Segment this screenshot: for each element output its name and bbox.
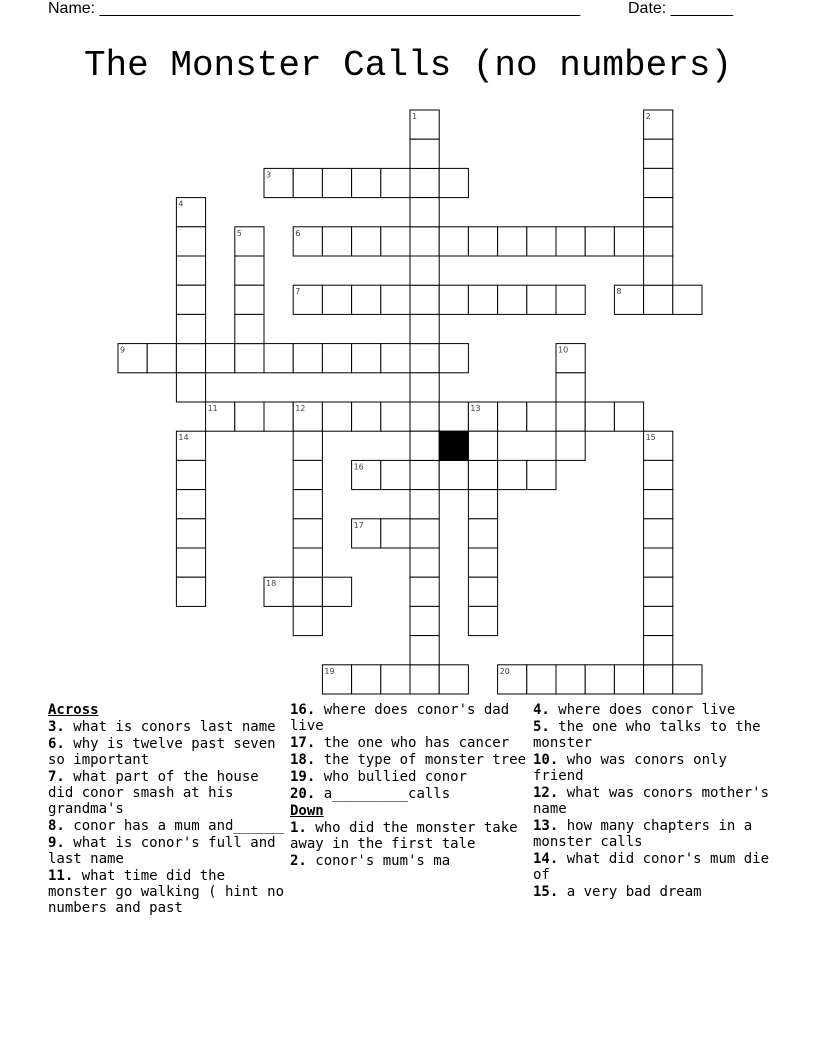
grid-cell[interactable] [410, 285, 439, 314]
grid-cell[interactable] [322, 577, 351, 606]
grid-cell[interactable] [410, 548, 439, 577]
grid-cell[interactable] [293, 168, 322, 197]
grid-cell[interactable] [410, 256, 439, 285]
clue-number-label: 15 [645, 433, 656, 443]
across-clue [290, 702, 528, 734]
clue-text: how many chapters in a monster calls [533, 818, 753, 850]
grid-cell[interactable] [468, 519, 497, 548]
grid-cell[interactable] [468, 227, 497, 256]
grid-cell[interactable] [585, 665, 614, 694]
clue-text: who bullied conor [315, 769, 468, 785]
clue-number: 14. [533, 851, 559, 867]
grid-cell[interactable] [381, 285, 410, 314]
down-clue [290, 853, 528, 869]
clue-text: the one who has cancer [315, 735, 510, 751]
grid-cell[interactable] [644, 256, 673, 285]
clue-number: 3. [48, 719, 65, 735]
down-clue [533, 719, 773, 751]
grid-cell[interactable] [381, 665, 410, 694]
grid-cell[interactable] [293, 606, 322, 635]
grid-cell[interactable] [410, 373, 439, 402]
grid-cell[interactable] [556, 373, 585, 402]
clue-number: 17. [290, 735, 316, 751]
across-clue [48, 719, 286, 735]
grid-cell[interactable] [614, 402, 643, 431]
clue-number: 18. [290, 752, 316, 768]
grid-cell[interactable] [322, 285, 351, 314]
clue-number-label: 6 [295, 228, 301, 238]
clue-number-label: 12 [295, 404, 306, 413]
grid-cell[interactable] [439, 168, 468, 197]
grid-cell[interactable] [468, 490, 497, 519]
across-clue [290, 735, 528, 751]
clue-number: 4. [533, 702, 550, 718]
grid-cell[interactable] [410, 577, 439, 606]
grid-cell[interactable] [176, 285, 205, 314]
grid-cell[interactable] [410, 198, 439, 227]
grid-cell[interactable] [176, 548, 205, 577]
grid-cell[interactable] [556, 285, 585, 314]
down-clue [533, 851, 773, 883]
grid-cell[interactable] [176, 577, 205, 606]
across-clue [290, 769, 528, 785]
grid-cell[interactable] [352, 344, 381, 373]
clue-text: the type of monster tree [315, 752, 527, 768]
clue-number-label: 17 [353, 520, 364, 530]
clue-text: what time did the monster go walking ( hint no numbers and past [48, 868, 285, 916]
grid-cell[interactable] [644, 519, 673, 548]
clue-text: conor has a mum and______ [64, 818, 285, 834]
grid-cell[interactable] [556, 665, 585, 694]
down-clue [533, 884, 773, 900]
grid-cell[interactable] [176, 373, 205, 402]
grid-cell[interactable] [264, 402, 293, 431]
grid-cell[interactable] [439, 227, 468, 256]
grid-cell[interactable] [644, 665, 673, 694]
grid-cell[interactable] [410, 402, 439, 431]
clue-number: 19. [290, 769, 316, 785]
clue-number: 1. [290, 820, 307, 836]
grid-cell[interactable] [439, 402, 468, 431]
grid-cell[interactable] [644, 168, 673, 197]
grid-cell[interactable] [322, 402, 351, 431]
clue-number-label: 11 [207, 404, 218, 413]
clue-text: a very bad dream [558, 884, 702, 900]
grid-cell[interactable] [468, 460, 497, 489]
grid-cell[interactable] [585, 402, 614, 431]
grid-cell[interactable] [614, 665, 643, 694]
grid-cell[interactable] [644, 636, 673, 665]
down-clue [290, 820, 528, 852]
grid-cell[interactable] [644, 139, 673, 168]
clue-text: what is conors last name [64, 719, 276, 735]
grid-cell[interactable] [468, 431, 497, 460]
grid-cell[interactable] [381, 519, 410, 548]
clue-number: 2. [290, 853, 307, 869]
grid-cell[interactable] [468, 606, 497, 635]
grid-cell[interactable] [176, 460, 205, 489]
across-clue [48, 818, 286, 834]
across-clue [48, 769, 286, 817]
clue-number-label: 14 [178, 433, 189, 443]
clue-number: 7. [48, 769, 65, 785]
grid-cell[interactable] [527, 460, 556, 489]
grid-cell[interactable] [585, 227, 614, 256]
grid-cell[interactable] [527, 402, 556, 431]
grid-cell[interactable] [176, 227, 205, 256]
grid-cell[interactable] [410, 314, 439, 343]
clue-column-1 [48, 702, 286, 917]
down-clue [533, 752, 773, 784]
grid-cell[interactable] [439, 344, 468, 373]
grid-cell[interactable] [556, 431, 585, 460]
grid-cell[interactable] [410, 519, 439, 548]
grid-cell[interactable] [410, 665, 439, 694]
clue-number-label: 8 [616, 287, 622, 297]
grid-cell[interactable] [644, 490, 673, 519]
grid-cell[interactable] [352, 665, 381, 694]
grid-cell[interactable] [468, 285, 497, 314]
grid-cell[interactable] [235, 314, 264, 343]
down-clue [533, 818, 773, 850]
clue-number: 16. [290, 702, 316, 718]
clue-number: 13. [533, 818, 559, 834]
grid-cell[interactable] [556, 227, 585, 256]
grid-cell[interactable] [644, 460, 673, 489]
grid-cell[interactable] [322, 168, 351, 197]
grid-cell[interactable] [381, 344, 410, 373]
grid-cell[interactable] [556, 402, 585, 431]
clue-text: what did conor's mum die of [533, 851, 770, 883]
clue-number-label: 10 [558, 345, 569, 355]
grid-cell[interactable] [673, 665, 702, 694]
grid-cell[interactable] [439, 665, 468, 694]
grid-cell[interactable] [293, 460, 322, 489]
grid-cell[interactable] [410, 139, 439, 168]
across-heading: Across [48, 702, 99, 718]
grid-cell[interactable] [410, 490, 439, 519]
clue-text: what part of the house did conor smash at his grandma's [48, 769, 259, 817]
across-clue [290, 752, 528, 768]
clue-number: 5. [533, 719, 550, 735]
clue-number: 15. [533, 884, 559, 900]
grid-cell[interactable] [235, 402, 264, 431]
clue-text: conor's mum's ma [306, 853, 451, 869]
grid-cell[interactable] [498, 402, 527, 431]
grid-cell[interactable] [381, 402, 410, 431]
clue-number: 11. [48, 868, 74, 884]
clue-number: 8. [48, 818, 65, 834]
date-field-label[interactable]: Date: _______ [628, 0, 733, 17]
grid-cell[interactable] [293, 490, 322, 519]
grid-cell[interactable] [527, 285, 556, 314]
clue-number-label: 5 [236, 228, 242, 238]
clue-column-3 [533, 702, 773, 901]
grid-cell[interactable] [235, 344, 264, 373]
clue-number-label: 3 [266, 170, 272, 180]
clue-number: 6. [48, 736, 65, 752]
grid-cell[interactable] [381, 168, 410, 197]
grid-cell[interactable] [235, 256, 264, 285]
clue-text: what is conor's full and last name [48, 835, 276, 867]
grid-cell[interactable] [644, 285, 673, 314]
clue-number-label: 1 [412, 112, 418, 121]
grid-cell[interactable] [614, 227, 643, 256]
grid-cell[interactable] [410, 606, 439, 635]
grid-cell[interactable] [381, 227, 410, 256]
clue-text: who did the monster take away in the first tale [290, 820, 518, 852]
down-clue [533, 702, 773, 718]
clue-number-label: 2 [645, 112, 651, 121]
clue-column-2 [290, 702, 528, 870]
blocked-cell [439, 431, 468, 460]
across-clue [48, 835, 286, 867]
grid-cell[interactable] [352, 402, 381, 431]
clue-number-label: 7 [295, 287, 301, 297]
grid-cell[interactable] [673, 285, 702, 314]
clue-text: why is twelve past seven so important [48, 736, 276, 768]
across-clue [290, 786, 528, 802]
grid-cell[interactable] [176, 490, 205, 519]
page-title: The Monster Calls (no numbers) [83, 45, 733, 86]
grid-cell[interactable] [410, 227, 439, 256]
grid-cell[interactable] [176, 519, 205, 548]
clue-text: the one who talks to the monster [533, 719, 761, 751]
clue-number: 10. [533, 752, 559, 768]
grid-cell[interactable] [352, 285, 381, 314]
grid-cell[interactable] [644, 227, 673, 256]
grid-cell[interactable] [527, 665, 556, 694]
grid-cell[interactable] [644, 606, 673, 635]
grid-cell[interactable] [468, 548, 497, 577]
grid-cell[interactable] [352, 227, 381, 256]
clue-number-label: 4 [178, 199, 184, 209]
grid-cell[interactable] [147, 344, 176, 373]
grid-cell[interactable] [176, 344, 205, 373]
grid-cell[interactable] [410, 168, 439, 197]
grid-cell[interactable] [527, 227, 556, 256]
grid-cell[interactable] [439, 285, 468, 314]
grid-cell[interactable] [293, 431, 322, 460]
grid-cell[interactable] [293, 548, 322, 577]
grid-cell[interactable] [293, 519, 322, 548]
grid-cell[interactable] [322, 344, 351, 373]
down-heading: Down [290, 803, 324, 819]
grid-cell[interactable] [439, 460, 468, 489]
clue-text: a_________calls [315, 786, 451, 802]
grid-cell[interactable] [381, 460, 410, 489]
grid-cell[interactable] [264, 344, 293, 373]
clue-number-label: 13 [470, 404, 481, 413]
clue-text: what was conors mother's name [533, 785, 770, 817]
grid-cell[interactable] [322, 227, 351, 256]
grid-cell[interactable] [410, 344, 439, 373]
grid-cell[interactable] [235, 285, 264, 314]
grid-cell[interactable] [410, 636, 439, 665]
grid-cell[interactable] [468, 577, 497, 606]
grid-cell[interactable] [644, 198, 673, 227]
grid-cell[interactable] [352, 168, 381, 197]
grid-cell[interactable] [293, 344, 322, 373]
down-clue [533, 785, 773, 817]
clue-number-label: 20 [499, 666, 510, 676]
grid-cell[interactable] [410, 431, 439, 460]
across-clue [48, 736, 286, 768]
clue-number-label: 9 [120, 345, 126, 355]
grid-cell[interactable] [410, 460, 439, 489]
across-clue [48, 868, 286, 916]
grid-cell[interactable] [644, 577, 673, 606]
clue-text: where does conor live [549, 702, 736, 718]
grid-cell[interactable] [644, 548, 673, 577]
name-field-label[interactable]: Name: ______________________________________________________ [48, 0, 581, 17]
clue-number-label: 16 [353, 462, 364, 472]
grid-cell[interactable] [498, 227, 527, 256]
grid-cell[interactable] [498, 285, 527, 314]
grid-cell[interactable] [176, 314, 205, 343]
grid-cell[interactable] [176, 256, 205, 285]
grid-cell[interactable] [293, 577, 322, 606]
clue-number-label: 19 [324, 666, 335, 676]
grid-cell[interactable] [498, 460, 527, 489]
clue-number: 9. [48, 835, 65, 851]
grid-cell[interactable] [206, 344, 235, 373]
clue-number: 20. [290, 786, 316, 802]
clue-number: 12. [533, 785, 559, 801]
clue-number-label: 18 [266, 579, 277, 589]
clue-text: where does conor's dad live [290, 702, 510, 734]
clue-text: who was conors only friend [533, 752, 727, 784]
